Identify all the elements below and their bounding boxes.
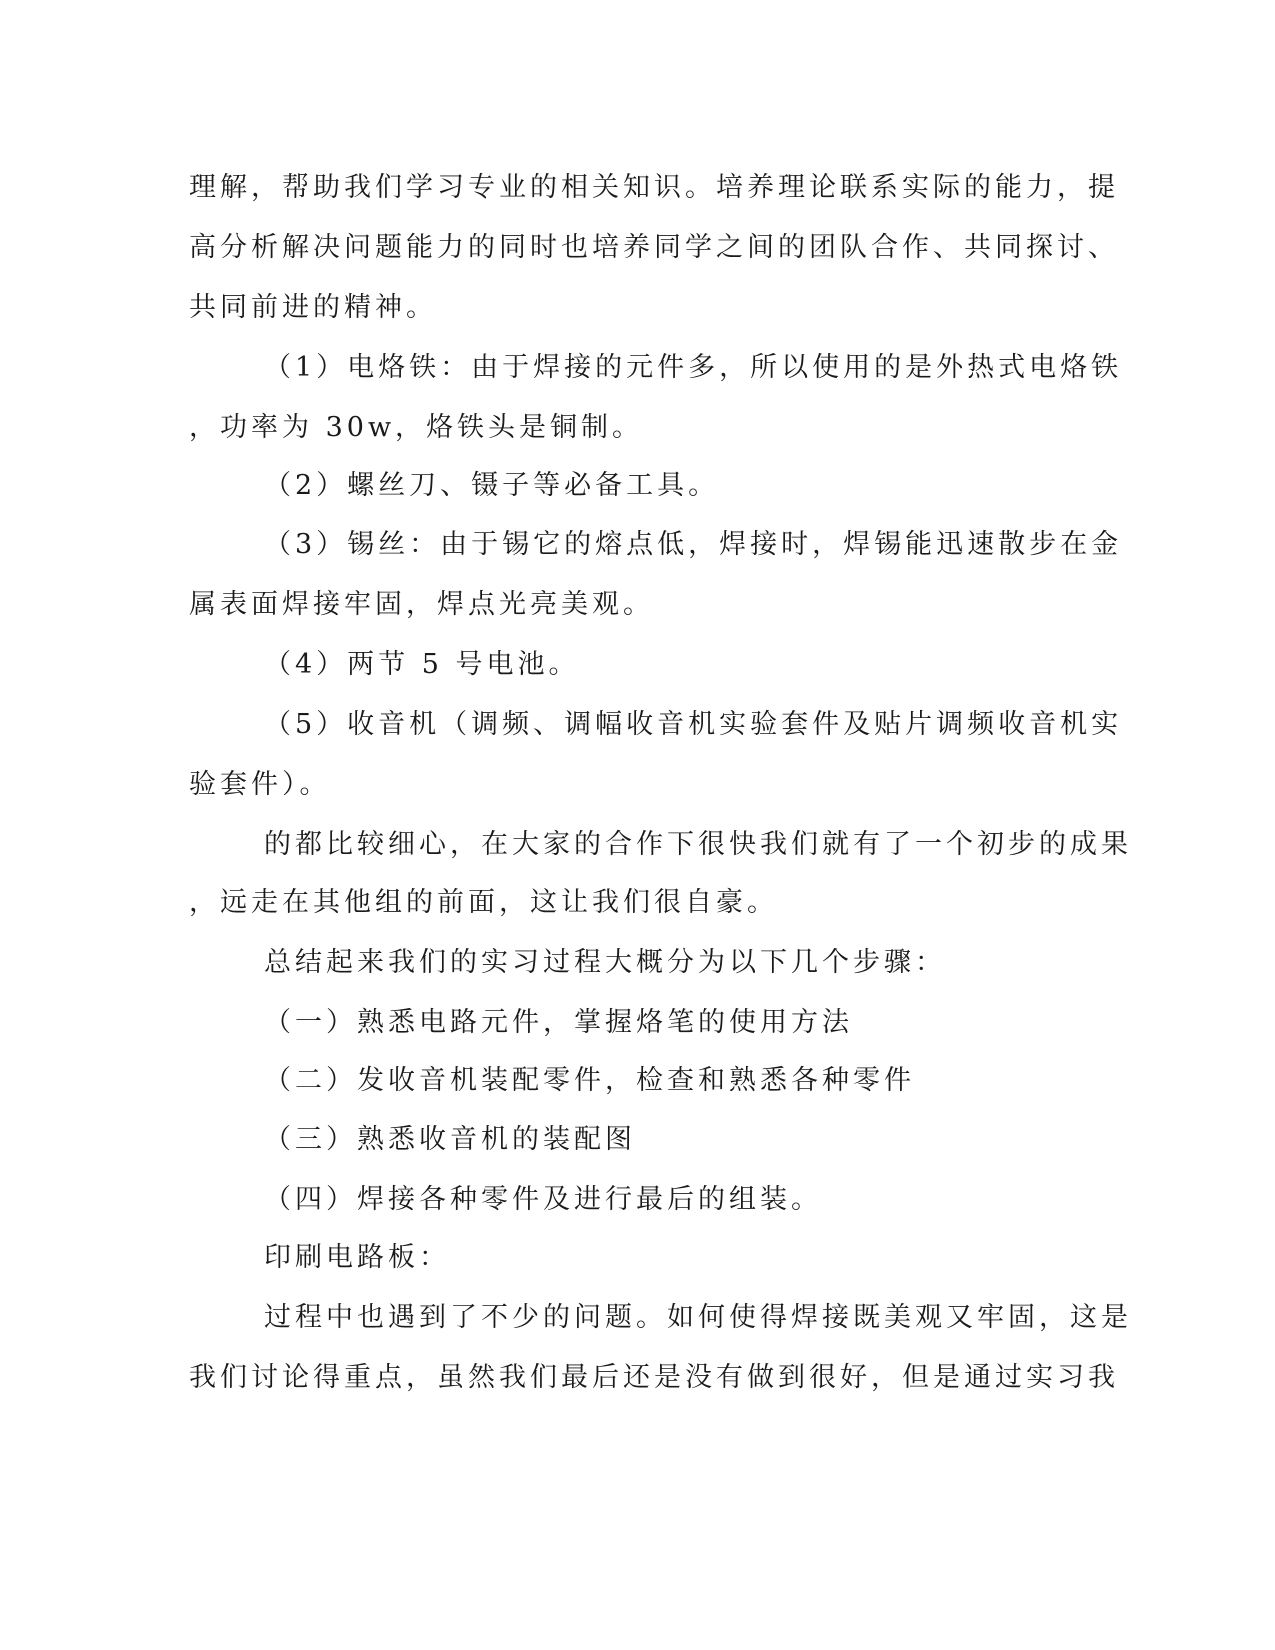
- paragraph-start: 过程中也遇到了不少的问题。如何使得焊接既美观又牢固，这是: [264, 1302, 1132, 1333]
- list-item-4: （4）两节 5 号电池。: [264, 649, 580, 680]
- text-line: 属表面焊接牢固，焊点光亮美观。: [189, 589, 654, 620]
- list-item-2: （2）螺丝刀、镊子等必备工具。: [264, 470, 720, 501]
- list-item-5: （5）收音机（调频、调幅收音机实验套件及贴片调频收音机实: [264, 709, 1123, 740]
- text-line: ，功率为 30w，烙铁头是铜制。: [189, 412, 644, 443]
- step-item-3: （三）熟悉收音机的装配图: [264, 1124, 636, 1155]
- list-item-1: （1）电烙铁：由于焊接的元件多，所以使用的是外热式电烙铁: [264, 352, 1123, 383]
- text-line: 理解，帮助我们学习专业的相关知识。培养理论联系实际的能力，提: [189, 172, 1119, 203]
- text-line: 共同前进的精神。: [189, 292, 437, 323]
- step-item-1: （一）熟悉电路元件，掌握烙笔的使用方法: [264, 1007, 853, 1038]
- step-item-2: （二）发收音机装配零件，检查和熟悉各种零件: [264, 1065, 915, 1096]
- paragraph-start: 的都比较细心，在大家的合作下很快我们就有了一个初步的成果: [264, 829, 1132, 860]
- list-item-3: （3）锡丝：由于锡它的熔点低，焊接时，焊锡能迅速散步在金: [264, 529, 1123, 560]
- text-line: 我们讨论得重点，虽然我们最后还是没有做到很好，但是通过实习我: [189, 1362, 1119, 1393]
- text-line: 验套件）。: [189, 769, 331, 800]
- section-heading: 印刷电路板：: [264, 1242, 450, 1273]
- text-line: 高分析解决问题能力的同时也培养同学之间的团队合作、共同探讨、: [189, 232, 1119, 263]
- paragraph-start: 总结起来我们的实习过程大概分为以下几个步骤：: [264, 947, 946, 978]
- step-item-4: （四）焊接各种零件及进行最后的组装。: [264, 1184, 822, 1215]
- text-line: ，远走在其他组的前面，这让我们很自豪。: [189, 887, 778, 918]
